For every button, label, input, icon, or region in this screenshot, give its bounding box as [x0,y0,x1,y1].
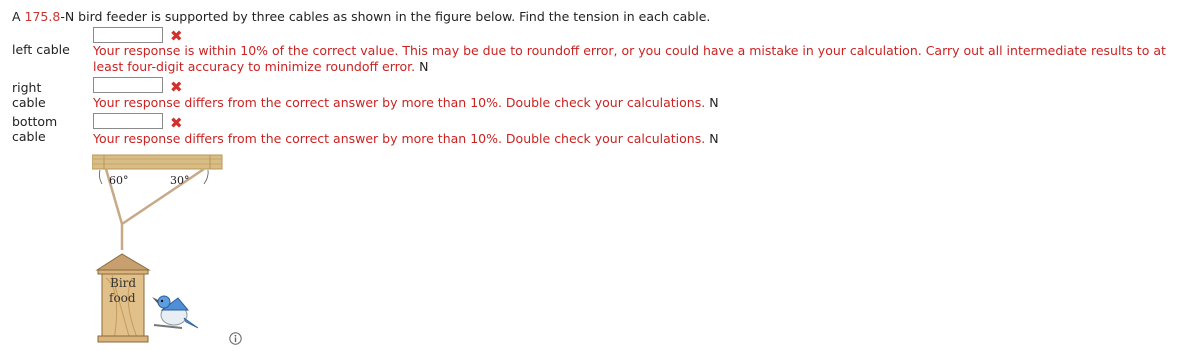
bottom-cable-unit: N [709,131,719,146]
incorrect-x-mark-icon: ✖ [170,78,183,96]
question-suffix: -N bird feeder is supported by three cables as shown in the figure below. Find the tension in each cable. [60,9,711,24]
right-cable-label [12,80,46,110]
right-cable-label-line1: right [12,80,42,95]
question-prefix: A [12,9,25,24]
right-cable-feedback-text: Your response differs from the correct answer by more than 10%. Double check your calculations. [93,95,706,110]
angle-right-label: 30° [170,174,190,187]
left-cable-input[interactable] [93,27,163,43]
right-cable-label-line2: cable [12,95,46,110]
question-text [12,9,710,24]
left-cable-feedback-text: Your response is within 10% of the correct value. This may be due to roundoff error, or you could have a mistake in your calculation. Carry out all intermediate results to at least four-digit accuracy to minimize roundoff error. [93,43,1166,74]
right-cable-feedback [93,95,1188,111]
right-cable-unit: N [709,95,719,110]
weight-value: 175.8 [24,9,61,24]
bottom-cable-input[interactable] [93,113,163,129]
incorrect-x-mark-icon: ✖ [170,114,183,132]
left-cable-feedback [93,43,1188,75]
left-cable-unit: N [419,59,429,74]
blue-jay-bird-icon [152,296,198,328]
info-icon[interactable] [229,332,242,345]
bottom-cable-label [12,114,57,144]
left-cable-label-line1: left cable [12,42,70,57]
bottom-cable-label-line1: bottom [12,114,58,129]
bottom-cable-feedback [93,131,1188,147]
ceiling-beam [92,155,222,169]
bottom-cable-feedback-text: Your response differs from the correct answer by more than 10%. Double check your calculations. [93,131,706,146]
bottom-cable-label-line2: cable [12,129,46,144]
feeder-sign-line2: food [109,291,136,305]
bird-feeder-figure [92,150,232,346]
left-cable-label [12,42,70,57]
feeder-sign-line1: Bird [110,276,137,290]
right-cable-input[interactable] [93,77,163,93]
angle-left-label: 60° [109,174,129,187]
incorrect-x-mark-icon: ✖ [170,27,183,45]
